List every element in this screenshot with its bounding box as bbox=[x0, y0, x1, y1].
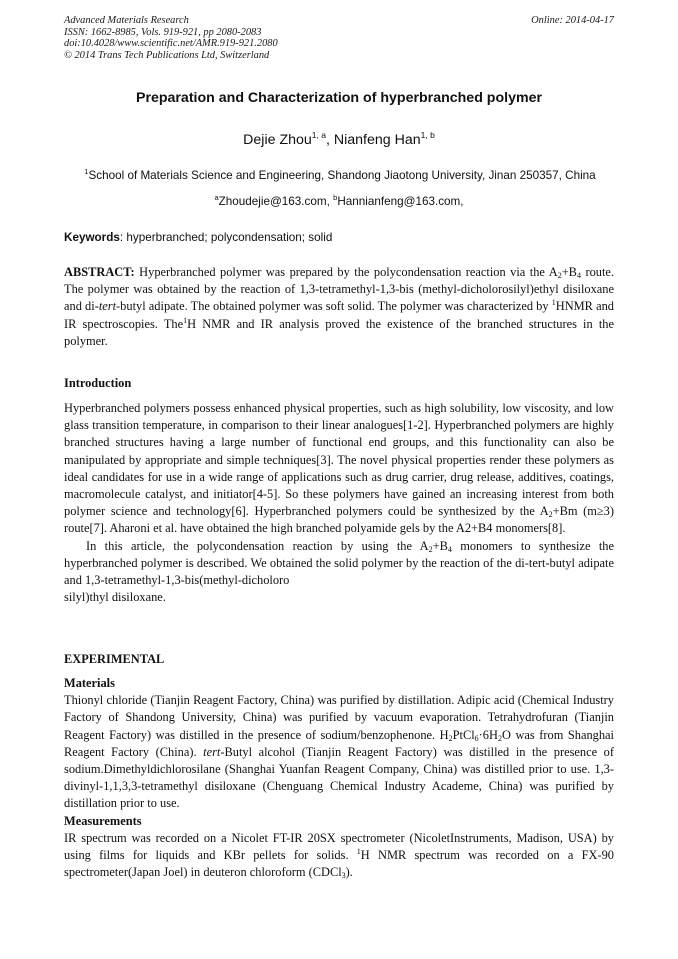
keywords bbox=[64, 231, 614, 244]
abstract-label: ABSTRACT: bbox=[64, 265, 135, 279]
email-link[interactable]: Hannianfeng@163.com, bbox=[337, 195, 464, 208]
paragraph: In this article, the polycondensation reaction by using the $A_2+B_4$ monomers to synthesize the hyperbranched polymer is described. We obtained the solid polymer by the reaction of the di-tert-butyl adipate and 1,3-tetramethyl-1,3-bis(methyl-dicholoro silyl)thyl disiloxane. bbox=[64, 538, 614, 605]
author-name: Dejie Zhou bbox=[243, 132, 312, 148]
journal-name: Advanced Materials Research bbox=[64, 15, 189, 26]
author-affiliation-mark: 1, a bbox=[311, 130, 326, 140]
author-name: Nianfeng Han bbox=[333, 132, 421, 148]
materials-block bbox=[64, 675, 614, 881]
keywords-text: : hyperbranched; polycondensation; solid bbox=[119, 231, 333, 244]
affiliation-text: School of Materials Science and Engineering, Shandong Jiaotong University, Jinan 250357, China bbox=[88, 169, 596, 182]
email-link[interactable]: Zhoudejie@163.com, bbox=[218, 195, 330, 208]
introduction-body bbox=[64, 400, 614, 606]
subsection-heading-materials: Materials bbox=[64, 676, 115, 690]
paragraph: IR spectrum was recorded on a Nicolet FT-IR 20SX spectrometer (NicoletInstruments, Madison, USA) by using films for liquids and KBr pellets for solids. $^1$H NMR spectrum was recorded on a FX-90 spectrometer(Japan Joel) in deuteron chloroform (CDCl$_3$). bbox=[64, 830, 614, 881]
author-emails: $^a$Zhoudejie@163.com, $^b$Hannianfeng@163.com, bbox=[214, 193, 464, 208]
doi-line: doi:10.4028/www.scientific.net/AMR.919-921.2080 bbox=[64, 38, 278, 50]
abstract: ABSTRACT: Hyperbranched polymer was prepared by the polycondensation reaction via the $A_2+B_4$ route. The polymer was obtained by the reaction of 1,3-tetramethyl-1,3-bis (methyl-dicholorosilyl)ethyl disiloxane and di-tert-butyl adipate. The obtained polymer was soft solid. The polymer was characterized by $^1$HNMR and IR spectroscopies. The$^1$H NMR and IR analysis proved the existence of the branched structures in the polymer. bbox=[64, 265, 614, 348]
publication-info bbox=[64, 15, 424, 61]
keywords-label: Keywords bbox=[64, 231, 120, 244]
section-heading-experimental: EXPERIMENTAL bbox=[64, 652, 165, 666]
issn-line: ISSN: 1662-8985, Vols. 919-921, pp 2080-2083 bbox=[64, 26, 262, 38]
paragraph: Hyperbranched polymers possess enhanced physical properties, such as high solubility, low viscosity, and low glass transition temperature, in comparison to their linear analogues[1-2]. Hyperbranched polymers are highly branched structures having a large number of functional end groups, and this functionality can also be manipulated by appropriate and simple techniques[3]. The novel physical properties render these polymers as ideal candidates for use in a wide range of applications such as drug carrier, drug release, additives, coatings, macromolecule catalyst, and initiator[4-5]. So these polymers have gained an increasing interest from both polymer science and technology[6]. Hyperbranched polymers could be synthesized by the $A_2+Bm$ (m≥3) route[7]. Aharoni et al. have obtained the high branched polyamide gels by the A2+B4 monomers[8]. bbox=[64, 401, 615, 536]
section-heading-introduction: Introduction bbox=[64, 376, 132, 390]
online-date: Online: 2014-04-17 bbox=[531, 15, 614, 26]
paper-title: Preparation and Characterization of hyperbranched polymer bbox=[135, 90, 542, 106]
author-affiliation-mark: 1, b bbox=[420, 130, 435, 140]
copyright-line: © 2014 Trans Tech Publications Ltd, Switzerland bbox=[64, 49, 270, 61]
paragraph: Thionyl chloride (Tianjin Reagent Factory, China) was purified by distillation. Adipic acid (Chemical Industry Factory of Shandong University, China) was purified by vacuum evaporation. Tetrahydrofuran (Tianjin Reagent Factory) was distilled in the presence of sodium/benzophenone. $H_2PtCl_6\cdot 6H_2O$ was from Shanghai Reagent Factory (China). tert-Butyl alcohol (Tianjin Reagent Factory) was distilled in the presence of sodium.Dimethyldichlorosilane (Shanghai Yuanfan Reagent Company, China) was distilled prior to use. 1,3-divinyl-1,1,3,3-tetramethyl disiloxane (Chenguang Chemical Industry Academe, China) was purified by distillation prior to use. bbox=[64, 693, 614, 811]
affiliation-mark: 1 bbox=[84, 167, 89, 176]
affiliation bbox=[62, 167, 618, 182]
author-list: Dejie Zhou$^{1, a}$, Nianfeng Han$^{1, b}$ bbox=[243, 130, 435, 148]
subsection-heading-measurements: Measurements bbox=[64, 813, 142, 828]
